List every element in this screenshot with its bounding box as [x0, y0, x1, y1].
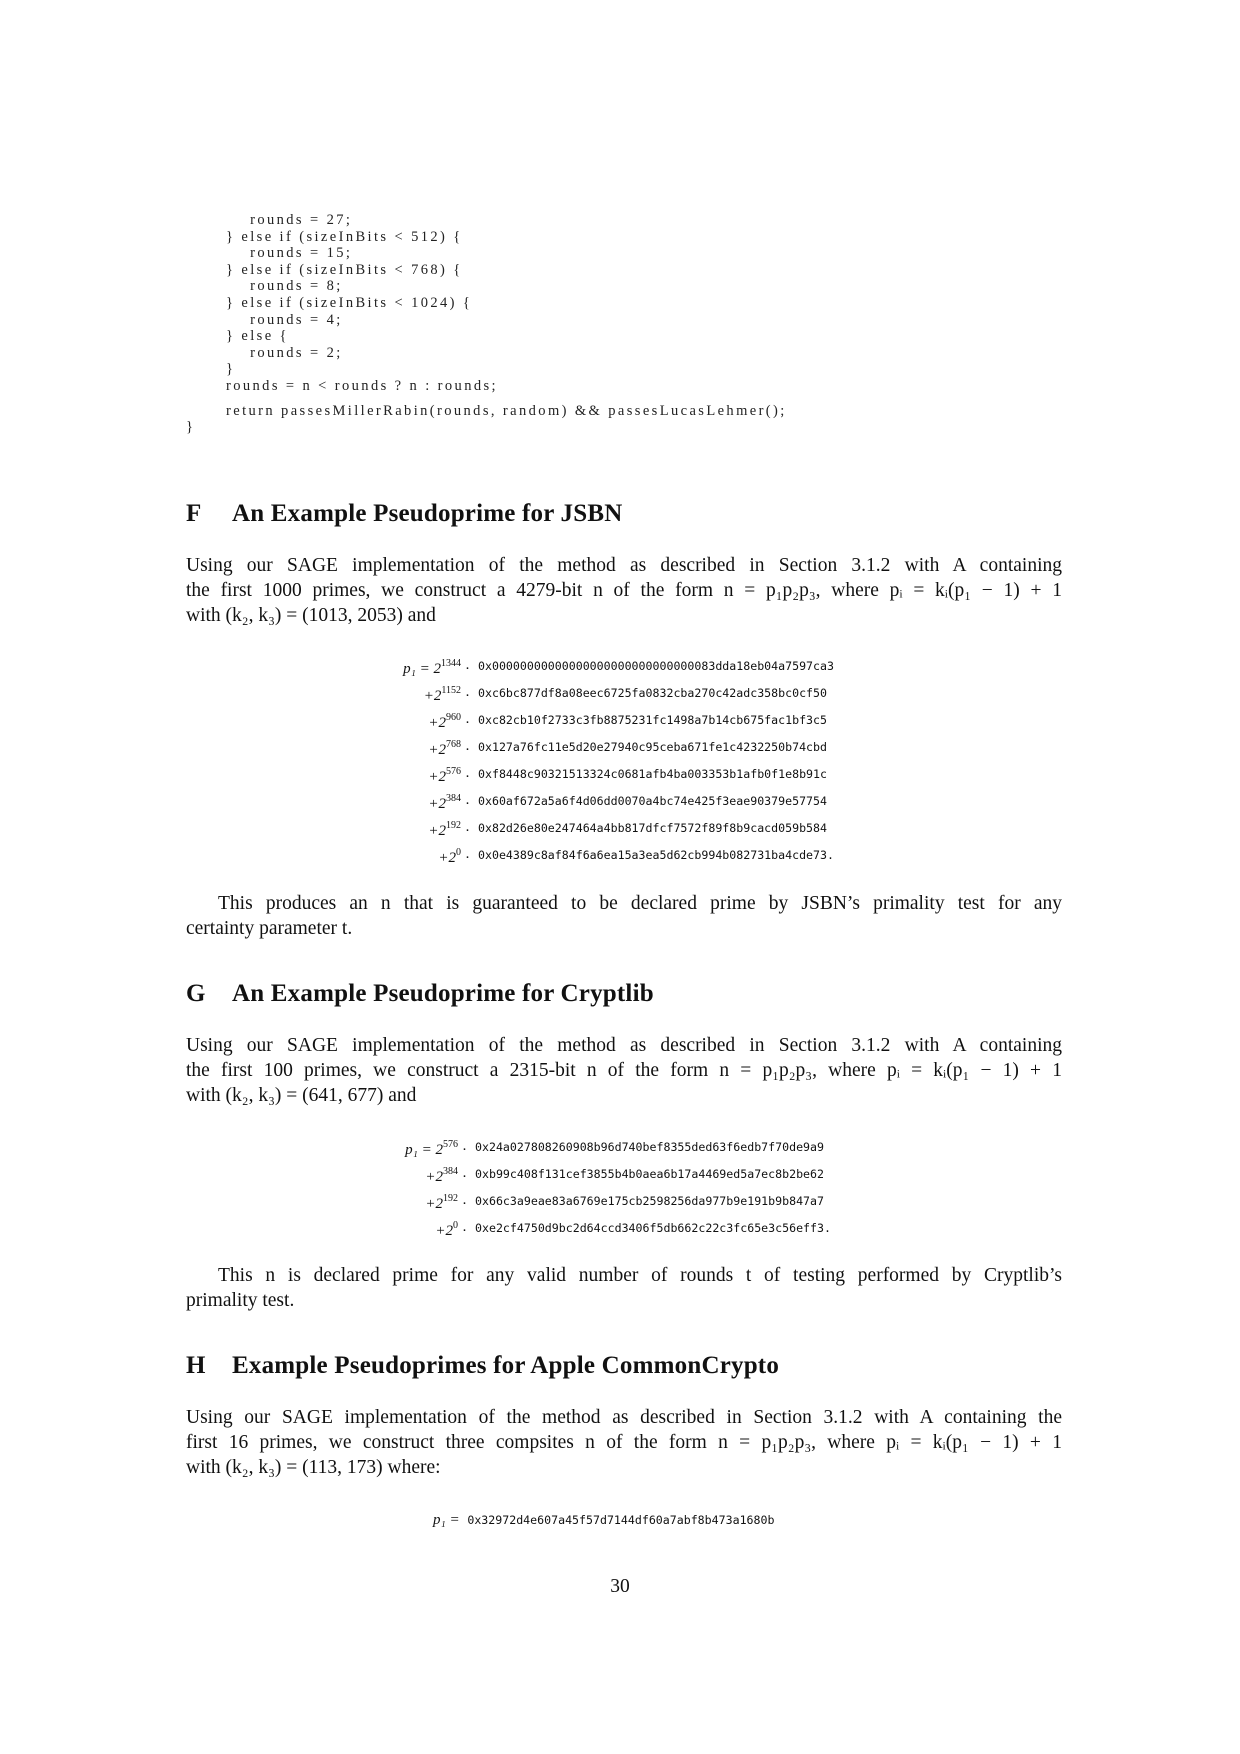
- equation-base: p₁ = 2: [405, 1142, 443, 1158]
- paragraph-h-intro: [186, 1405, 1062, 1480]
- equation-hex-value: 0xb99c408f131cef3855b4b0aea6b17a4469ed5a7ec8b2be62: [475, 1167, 825, 1181]
- equation-row: [320, 658, 880, 685]
- equation-term: $+2^{384}$ ·: [425, 1166, 467, 1185]
- equation-term: $+2^{192}$ ·: [428, 820, 470, 839]
- paragraph-g-intro: [186, 1033, 1062, 1108]
- equation-exponent: 0: [456, 847, 461, 858]
- code-listing: [186, 212, 1086, 436]
- equation-base: +2: [438, 850, 456, 866]
- equation-term: $+2^{960}$ ·: [428, 712, 470, 731]
- equation-lhs: p₁ =: [433, 1512, 460, 1528]
- equation-hex-value: 0x60af672a5a6f4d06dd0070a4bc74e425f3eae90379e57754: [478, 794, 828, 808]
- equation-exponent: 576: [446, 766, 461, 777]
- equation-hex-value: 0xf8448c90321513324c0681afb4ba003353b1afb0f1e8b91c: [478, 767, 828, 781]
- equation-exponent: 384: [443, 1166, 458, 1177]
- equation-term: $+2^{1152}$ ·: [423, 685, 470, 704]
- code-line: rounds = 15;: [226, 245, 353, 262]
- equation-base: +2: [425, 1196, 443, 1212]
- equation-term: $+2^{192}$ ·: [425, 1193, 467, 1212]
- equation-row: [320, 1139, 880, 1166]
- code-line: rounds = 2;: [226, 344, 343, 361]
- equation-base: +2: [435, 1223, 453, 1239]
- code-line: [186, 395, 1086, 403]
- equation-hex-value: 0x82d26e80e247464a4bb817dfcf7572f89f8b9cacd059b584: [478, 821, 828, 835]
- paragraph-line: certainty parameter t.: [186, 918, 353, 939]
- equation-base: +2: [423, 688, 442, 704]
- paragraph-line: first 16 primes, we construct three compsites n of the form n = p₁p₂p₃, where pᵢ = kᵢ(p₁ − 1) + 1: [186, 1432, 1062, 1453]
- code-line: return passesMillerRabin(rounds, random) && passesLucasLehmer();: [226, 402, 787, 419]
- equation-row: [320, 685, 880, 712]
- equation-h-p1: [433, 1512, 933, 1529]
- equation-exponent: 384: [446, 793, 461, 804]
- equation-exponent: 192: [443, 1193, 458, 1204]
- equation-exponent: 1152: [441, 685, 461, 696]
- section-title: An Example Pseudoprime for JSBN: [232, 500, 623, 527]
- equation-term: $p_1 = 2^{1344}$ ·: [403, 658, 470, 677]
- equation-exponent: 768: [446, 739, 461, 750]
- section-heading-g: [186, 980, 654, 1008]
- paragraph-line: This n is declared prime for any valid number of rounds t of testing performed by Cryptlib’s: [218, 1265, 1062, 1286]
- section-title: An Example Pseudoprime for Cryptlib: [232, 980, 654, 1007]
- section-number: F: [186, 500, 202, 527]
- paragraph-line: the first 100 primes, we construct a 2315-bit n of the form n = p₁p₂p₃, where pᵢ = kᵢ(p₁ − 1) + 1: [186, 1060, 1062, 1081]
- equation-row: [320, 820, 880, 847]
- equation-term: $+2^0$ ·: [435, 1220, 467, 1239]
- section-number: G: [186, 980, 206, 1007]
- section-heading-f: [186, 500, 622, 528]
- equation-g-p1: [320, 1139, 880, 1247]
- equation-row: [320, 1166, 880, 1193]
- code-line: } else if (sizeInBits < 768) {: [226, 261, 463, 278]
- equation-hex-value: 0xc82cb10f2733c3fb8875231fc1498a7b14cb675fac1bf3c5: [478, 713, 828, 727]
- paragraph-line: Using our SAGE implementation of the method as described in Section 3.1.2 with A containing the: [186, 1407, 1062, 1428]
- equation-term: $+2^{384}$ ·: [428, 793, 470, 812]
- equation-base: +2: [428, 715, 446, 731]
- code-line: rounds = 4;: [226, 311, 343, 328]
- paragraph-line: with (k₂, k₃) = (641, 677) and: [186, 1085, 417, 1106]
- paragraph-line: with (k₂, k₃) = (113, 173) where:: [186, 1457, 441, 1478]
- paragraph-line: Using our SAGE implementation of the method as described in Section 3.1.2 with A containing: [186, 555, 1062, 576]
- paragraph-g-result: [186, 1263, 1062, 1313]
- equation-hex-value: 0x32972d4e607a45f57d7144df60a7abf8b473a1680b: [467, 1513, 775, 1527]
- paragraph-line: the first 1000 primes, we construct a 4279-bit n of the form n = p₁p₂p₃, where pᵢ = kᵢ(p₁ − 1) + 1: [186, 580, 1062, 601]
- equation-hex-value: 0x00000000000000000000000000000083dda18eb04a7597ca3: [478, 659, 834, 673]
- equation-row: [320, 1193, 880, 1220]
- section-title: Example Pseudoprimes for Apple CommonCrypto: [232, 1352, 780, 1379]
- equation-exponent: 0: [453, 1220, 458, 1231]
- equation-base: +2: [425, 1169, 443, 1185]
- code-line: } else if (sizeInBits < 512) {: [226, 228, 463, 245]
- equation-exponent: 192: [446, 820, 461, 831]
- equation-exponent: 1344: [441, 658, 461, 669]
- equation-base: +2: [428, 769, 446, 785]
- code-closing-brace: }: [186, 419, 196, 436]
- equation-hex-value: 0x66c3a9eae83a6769e175cb2598256da977b9e191b9b847a7: [475, 1194, 825, 1208]
- equation-hex-value: 0xe2cf4750d9bc2d64ccd3406f5db662c22c3fc65e3c56eff3.: [475, 1221, 831, 1235]
- equation-base: +2: [428, 823, 446, 839]
- equation-hex-value: 0xc6bc877df8a08eec6725fa0832cba270c42adc358bc0cf50: [478, 686, 828, 700]
- equation-exponent: 960: [446, 712, 461, 723]
- equation-hex-value: 0x0e4389c8af84f6a6ea15a3ea5d62cb994b082731ba4cde73.: [478, 848, 834, 862]
- code-line: }: [226, 361, 236, 378]
- section-number: H: [186, 1352, 206, 1379]
- code-line: rounds = 27;: [226, 212, 353, 228]
- equation-hex-value: 0x24a027808260908b96d740bef8355ded63f6edb7f70de9a9: [475, 1140, 825, 1154]
- code-line: } else if (sizeInBits < 1024) {: [226, 294, 473, 311]
- equation-term: $p_1 = 2^{576}$ ·: [405, 1139, 467, 1158]
- page-number: 30: [610, 1576, 630, 1597]
- equation-row: [320, 739, 880, 766]
- equation-row: [320, 712, 880, 739]
- code-line: } else {: [226, 328, 289, 345]
- equation-base: p₁ = 2: [403, 661, 441, 677]
- paragraph-line: with (k₂, k₃) = (1013, 2053) and: [186, 605, 436, 626]
- paragraph-f-result: [186, 891, 1062, 941]
- paragraph-line: Using our SAGE implementation of the method as described in Section 3.1.2 with A containing: [186, 1035, 1062, 1056]
- equation-row: [320, 766, 880, 793]
- equation-row: [320, 847, 880, 874]
- equation-term: $+2^0$ ·: [438, 847, 470, 866]
- equation-base: +2: [428, 742, 446, 758]
- code-line: rounds = 8;: [226, 278, 343, 295]
- equation-row: [320, 1220, 880, 1247]
- paragraph-f-intro: [186, 553, 1062, 628]
- paragraph-line: This produces an n that is guaranteed to be declared prime by JSBN’s primality test for any: [218, 893, 1062, 914]
- equation-row: [320, 793, 880, 820]
- paragraph-line: primality test.: [186, 1290, 295, 1311]
- equation-base: +2: [428, 796, 446, 812]
- equation-f-p1: [320, 658, 880, 874]
- equation-exponent: 576: [443, 1139, 458, 1150]
- equation-term: $+2^{768}$ ·: [428, 739, 470, 758]
- code-line: rounds = n < rounds ? n : rounds;: [226, 377, 498, 394]
- section-heading-h: [186, 1352, 779, 1380]
- equation-hex-value: 0x127a76fc11e5d20e27940c95ceba671fe1c4232250b74cbd: [478, 740, 828, 754]
- equation-term: $+2^{576}$ ·: [428, 766, 470, 785]
